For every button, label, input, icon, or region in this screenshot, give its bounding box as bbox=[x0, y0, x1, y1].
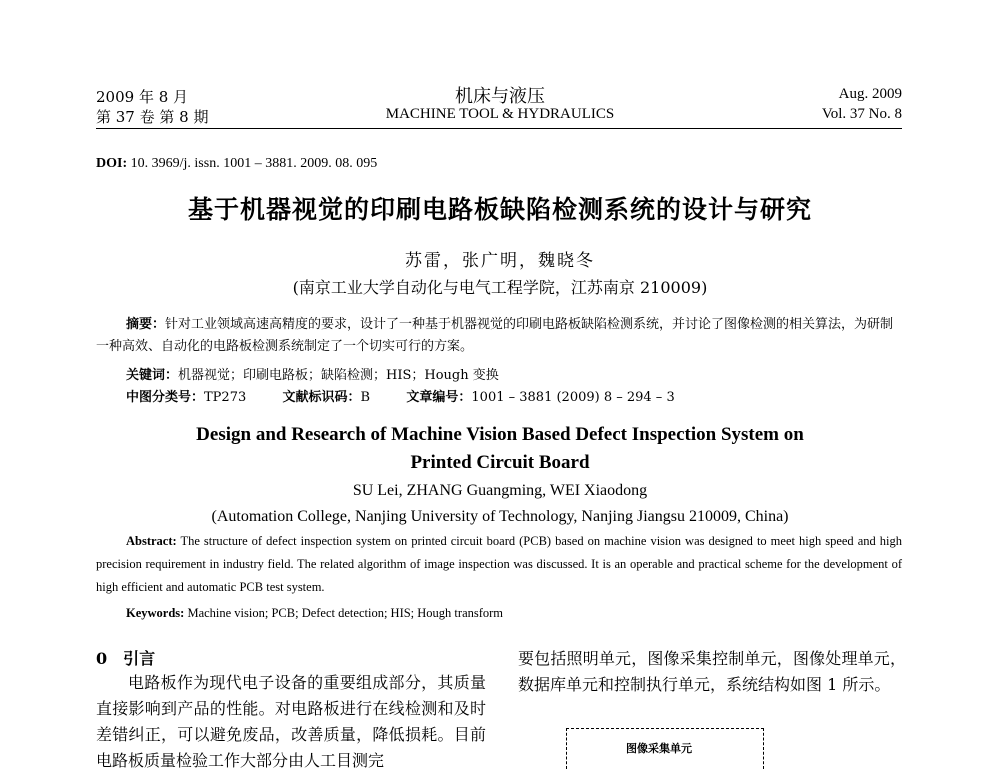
paper-title-cn: 基于机器视觉的印刷电路板缺陷检测系统的设计与研究 bbox=[187, 195, 812, 224]
abstract-cn bbox=[96, 314, 902, 358]
intro-paragraph-right: 要包括照明单元，图像采集控制单元，图像处理单元，数据库单元和控制执行单元，系统结构如图 1 所示。 bbox=[518, 649, 906, 694]
header-volume: 第 37 卷 第 8 期 bbox=[96, 108, 209, 126]
authors-cn: 苏雷，张广明，魏晓冬 bbox=[405, 251, 595, 271]
abstract-en-label: Abstract: bbox=[126, 534, 177, 548]
section-heading-intro: 0 引言 bbox=[96, 649, 156, 668]
journal-title-en: MACHINE TOOL & HYDRAULICS bbox=[385, 106, 615, 122]
affiliation-en: (Automation College, Nanjing University of Technology, Nanjing Jiangsu 210009, China) bbox=[211, 508, 789, 525]
doi-value: 10. 3969/j. issn. 1001 – 3881. 2009. 08. 095 bbox=[130, 156, 378, 171]
clc-label: 中图分类号： bbox=[126, 390, 205, 405]
keywords-cn bbox=[126, 364, 499, 383]
classification-line bbox=[126, 386, 675, 405]
header-date: 2009 年 8 月 bbox=[96, 88, 189, 106]
doccode-value: B bbox=[360, 390, 371, 405]
intro-paragraph-left: 电路板作为现代电子设备的重要组成部分，其质量直接影响到产品的性能。对电路板进行在线检测和及时差错纠正，可以避免废品，改善质量，降低损耗。目前电路板质量检验工作大部分由人工目测完 bbox=[96, 673, 486, 770]
clc-value: TP273 bbox=[204, 390, 247, 405]
header-rule bbox=[96, 128, 902, 129]
keywords-en bbox=[126, 606, 503, 621]
article-label: 文章编号： bbox=[406, 390, 472, 405]
abstract-en-text: The structure of defect inspection system on printed circuit board (PCB) based on machine vision was designed to meet high speed and high precision requirement in industry field. The related algorithm of image inspection was discussed. It is an operable and practical scheme for the development of high efficient and automatic PCB test system. bbox=[96, 534, 902, 594]
authors-en: SU Lei, ZHANG Guangming, WEI Xiaodong bbox=[352, 482, 648, 499]
header-volume-en: Vol. 37 No. 8 bbox=[821, 106, 902, 122]
keywords-en-label: Keywords: bbox=[126, 606, 185, 620]
affiliation-cn: (南京工业大学自动化与电气工程学院，江苏南京 210009) bbox=[292, 278, 708, 297]
keywords-cn-label: 关键词： bbox=[126, 368, 179, 383]
article-value: 1001 – 3881 (2009) 8 – 294 – 3 bbox=[471, 390, 675, 405]
doi-label: DOI: bbox=[96, 156, 128, 171]
paper-title-en-line1: Design and Research of Machine Vision Based Defect Inspection System on bbox=[196, 424, 804, 445]
paper-title-en-line2: Printed Circuit Board bbox=[410, 452, 590, 473]
keywords-en-text: Machine vision; PCB; Defect detection; HIS; Hough transform bbox=[187, 606, 504, 620]
header-date-en: Aug. 2009 bbox=[838, 86, 902, 102]
journal-title-cn: 机床与液压 bbox=[455, 86, 545, 107]
doi-line bbox=[96, 156, 377, 172]
abstract-cn-text: 针对工业领域高速高精度的要求，设计了一种基于机器视觉的印刷电路板缺陷检测系统，并讨论了图像检测的相关算法，为研制一种高效、自动化的电路板检测系统制定了一个切实可行的方案。 bbox=[96, 317, 894, 354]
keywords-cn-text: 机器视觉；印刷电路板；缺陷检测；HIS；Hough 变换 bbox=[178, 368, 499, 383]
doccode-label: 文献标识码： bbox=[282, 390, 361, 405]
abstract-cn-label: 摘要： bbox=[126, 317, 166, 332]
figure-box-label: 图像采集单元 bbox=[626, 742, 692, 755]
abstract-en bbox=[96, 530, 902, 599]
